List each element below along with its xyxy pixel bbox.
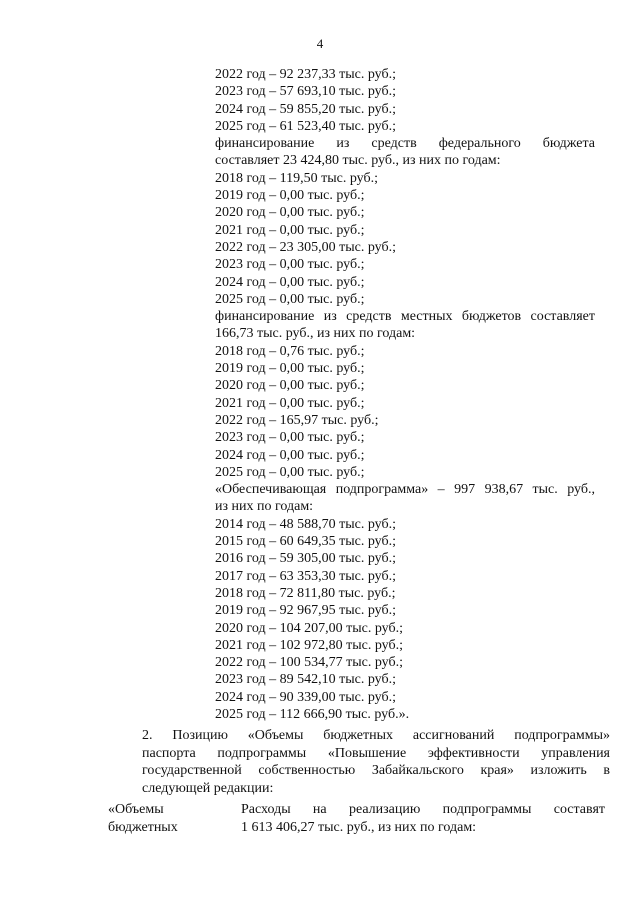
list-line: 2020 год – 104 207,00 тыс. руб.;	[215, 620, 403, 636]
list-line: 2017 год – 63 353,30 тыс. руб.;	[215, 568, 396, 584]
list-line: 2024 год – 0,00 тыс. руб.;	[215, 274, 365, 290]
list-line: 2023 год – 57 693,10 тыс. руб.;	[215, 84, 396, 100]
local-total: 166,73 тыс. руб., из них по годам:	[215, 326, 416, 342]
local-heading: финансирование из средств местных бюджетов составляет	[215, 309, 595, 325]
list-line: 2025 год – 61 523,40 тыс. руб.;	[215, 118, 396, 134]
list-line: 2021 год – 0,00 тыс. руб.;	[215, 222, 365, 238]
list-line: 2019 год – 0,00 тыс. руб.;	[215, 188, 365, 204]
list-line: 2024 год – 0,00 тыс. руб.;	[215, 447, 365, 463]
list-line: 2018 год – 0,76 тыс. руб.;	[215, 343, 365, 359]
list-line: 2014 год – 48 588,70 тыс. руб.;	[215, 516, 396, 532]
list-line: 2023 год – 0,00 тыс. руб.;	[215, 430, 365, 446]
list-line: 2022 год – 165,97 тыс. руб.;	[215, 412, 379, 428]
paragraph-2-line: 2. Позицию «Объемы бюджетных ассигнований подпрограммы»	[142, 728, 610, 743]
list-line: 2025 год – 0,00 тыс. руб.;	[215, 464, 365, 480]
list-line: 2020 год – 0,00 тыс. руб.;	[215, 378, 365, 394]
support-subprogram-years-intro: из них по годам:	[215, 499, 314, 515]
list-line: 2021 год – 0,00 тыс. руб.;	[215, 395, 365, 411]
list-line: 2016 год – 59 305,00 тыс. руб.;	[215, 551, 396, 567]
list-line: 2018 год – 72 811,80 тыс. руб.;	[215, 585, 396, 601]
list-line: 2023 год – 0,00 тыс. руб.;	[215, 257, 365, 273]
support-subprogram-heading: «Обеспечивающая подпрограмма» – 997 938,67 тыс. руб.,	[215, 482, 595, 498]
table-cell-label: бюджетных	[108, 820, 178, 835]
table-row	[108, 819, 608, 837]
table-row	[108, 801, 608, 819]
table-cell-value: 1 613 406,27 тыс. руб., из них по годам:	[241, 820, 477, 835]
list-line: 2021 год – 102 972,80 тыс. руб.;	[215, 637, 403, 653]
table-cell-label: «Объемы	[108, 802, 164, 817]
paragraph-2-line: паспорта подпрограммы «Повышение эффективности управления	[142, 745, 610, 761]
page-number: 4	[316, 36, 324, 51]
list-line: 2025 год – 112 666,90 тыс. руб.».	[215, 706, 410, 722]
list-line: 2015 год – 60 649,35 тыс. руб.;	[215, 534, 396, 550]
federal-total: составляет 23 424,80 тыс. руб., из них по годам:	[215, 153, 501, 169]
federal-heading: финансирование из средств федерального бюджета	[215, 136, 595, 152]
budget-table	[108, 801, 608, 837]
table-cell-value: Расходы на реализацию подпрограммы составят	[241, 802, 605, 817]
paragraph-2	[112, 727, 610, 797]
paragraph-2-line: государственной собственностью Забайкальского края» изложить в	[142, 763, 610, 778]
list-line: 2019 год – 0,00 тыс. руб.;	[215, 361, 365, 377]
list-line: 2022 год – 100 534,77 тыс. руб.;	[215, 655, 403, 671]
list-line: 2022 год – 92 237,33 тыс. руб.;	[215, 67, 396, 82]
list-line: 2019 год – 92 967,95 тыс. руб.;	[215, 603, 396, 619]
list-line: 2024 год – 90 339,00 тыс. руб.;	[215, 689, 396, 705]
paragraph-2-line: следующей редакции:	[142, 780, 274, 796]
list-line: 2022 год – 23 305,00 тыс. руб.;	[215, 239, 396, 255]
list-line: 2023 год – 89 542,10 тыс. руб.;	[215, 672, 396, 688]
list-line: 2025 год – 0,00 тыс. руб.;	[215, 291, 365, 307]
list-line: 2018 год – 119,50 тыс. руб.;	[215, 170, 378, 186]
financing-list	[215, 66, 595, 723]
list-line: 2020 год – 0,00 тыс. руб.;	[215, 205, 365, 221]
list-line: 2024 год – 59 855,20 тыс. руб.;	[215, 101, 396, 117]
